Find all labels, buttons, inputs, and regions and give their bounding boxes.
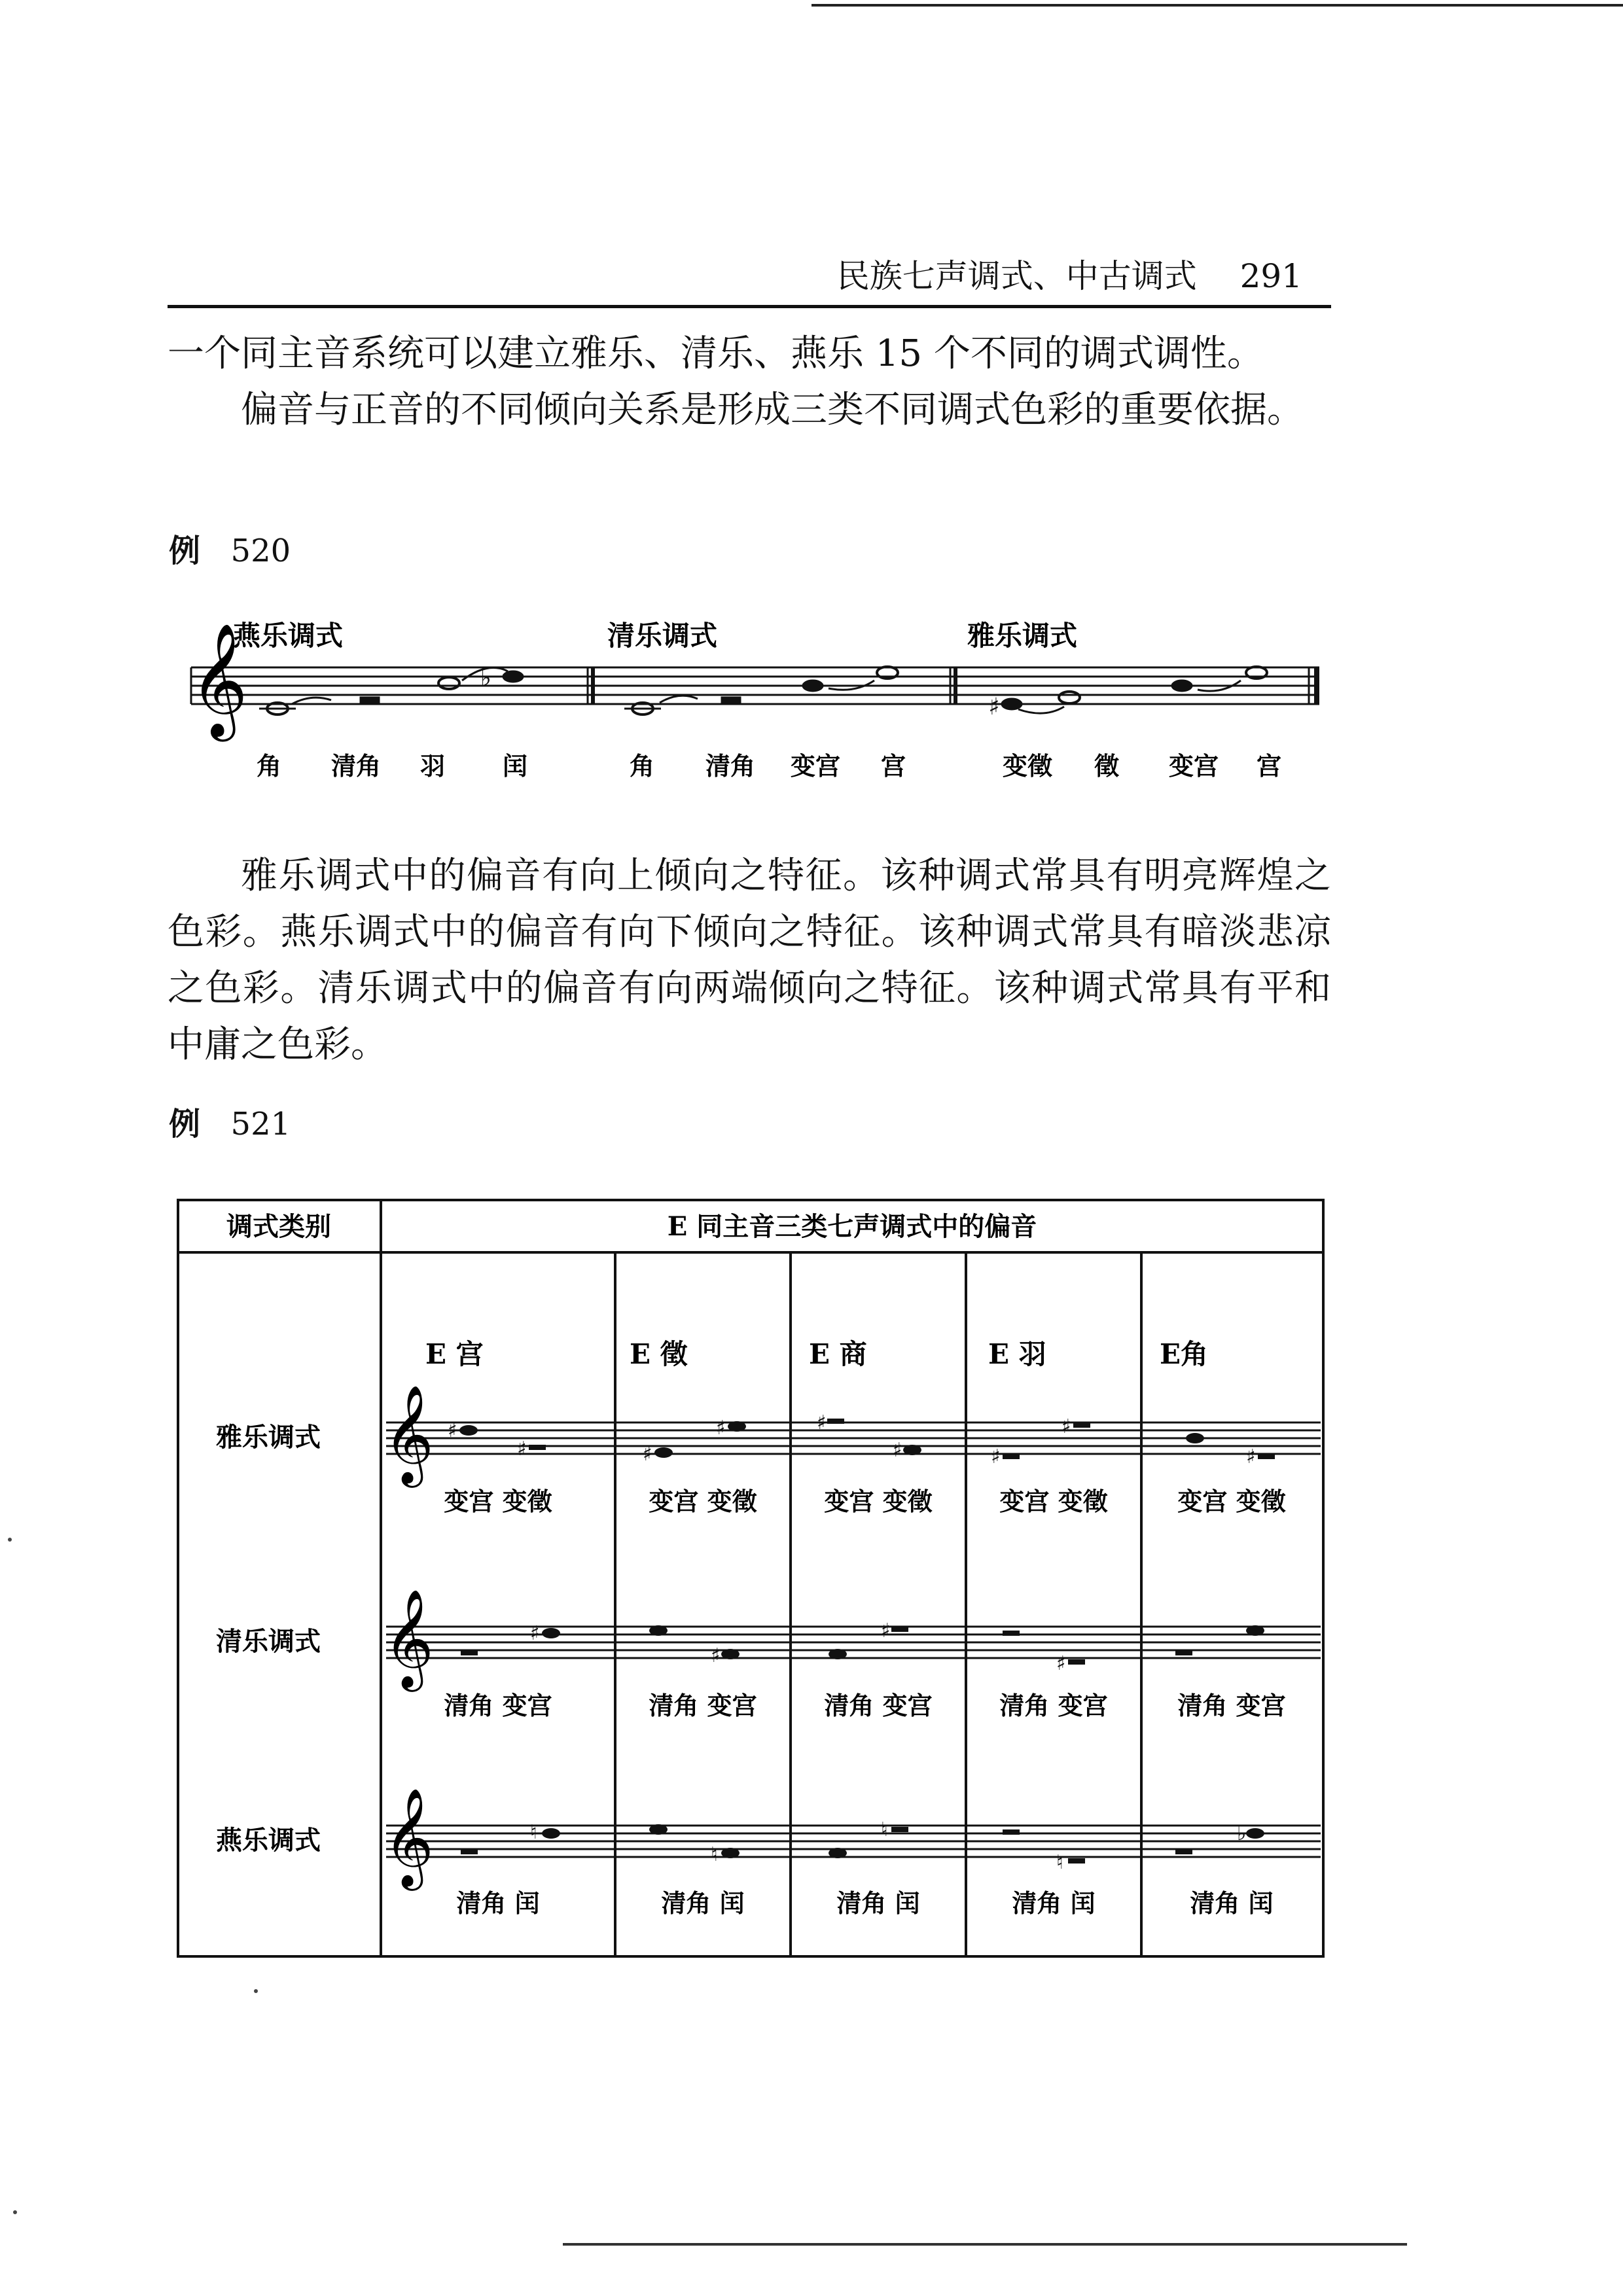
paragraph-1-text: 一个同主音系统可以建立雅乐、清乐、燕乐 15 个不同的调式调性。 [168, 332, 1264, 375]
table-header-title: E 同主音三类七声调式中的偏音 [667, 1211, 1037, 1242]
cell-label: 变宫 变徵 [824, 1487, 933, 1516]
svg-text:♮: ♮ [1056, 1851, 1063, 1874]
column-labels [425, 1338, 1208, 1370]
note-name: 变徵 [1003, 751, 1053, 781]
note-name: 变宫 [1169, 751, 1219, 781]
row-labels [216, 1422, 321, 1856]
note-name: 清角 [331, 751, 382, 781]
example-520-score [168, 615, 1331, 798]
svg-text:♮: ♮ [881, 1818, 888, 1841]
cell-label: 变宫 变徵 [444, 1487, 552, 1516]
svg-text:♯: ♯ [517, 1438, 527, 1460]
cell-label: 清角 闰 [456, 1888, 540, 1918]
svg-text:♯: ♯ [1246, 1445, 1256, 1468]
note-name: 闰 [503, 751, 528, 781]
table-header-category: 调式类别 [226, 1211, 331, 1242]
cell-label: 变宫 变徵 [1177, 1487, 1286, 1516]
table-grid [178, 1200, 1323, 1956]
mode-title-qingle: 清乐调式 [607, 620, 718, 652]
running-header [831, 256, 1302, 296]
scan-speck [8, 1538, 12, 1542]
row-label-qingle: 清乐调式 [216, 1626, 321, 1657]
column-label: E 徵 [630, 1338, 688, 1370]
example-label-char: 例 [169, 1106, 201, 1142]
note-name: 角 [630, 751, 655, 781]
svg-text:♯: ♯ [988, 694, 1000, 720]
notes-qingle [624, 667, 898, 715]
paragraph-2 [168, 382, 1331, 438]
bottom-scan-rule [563, 2243, 1407, 2246]
mode-title-yale: 雅乐调式 [967, 620, 1078, 652]
table-notes-row3 [461, 1818, 1264, 1874]
svg-text:♯: ♯ [448, 1419, 457, 1442]
notes-yanle [259, 665, 524, 715]
note-name: 清角 [705, 751, 756, 781]
example-521-table [177, 1199, 1326, 1959]
row-label-yale: 雅乐调式 [216, 1422, 321, 1453]
column-label: E 羽 [988, 1338, 1046, 1370]
note-names [257, 751, 1281, 781]
cell-label: 清角 闰 [1012, 1888, 1096, 1918]
svg-text:♯: ♯ [716, 1417, 726, 1439]
cell-label: 清角 闰 [836, 1888, 920, 1918]
notes-yale [988, 667, 1267, 720]
cell-label: 清角 变宫 [999, 1691, 1108, 1720]
treble-clef-icon: 𝄞 [383, 1384, 434, 1483]
svg-text:♯: ♯ [817, 1411, 827, 1434]
treble-clef-icon: 𝄞 [383, 1787, 434, 1886]
svg-text:♯: ♯ [991, 1445, 1001, 1468]
paragraph-1 [168, 326, 1331, 382]
note-name: 角 [257, 751, 282, 781]
column-label: E 商 [809, 1338, 867, 1370]
svg-text:♯: ♯ [1061, 1415, 1071, 1438]
svg-text:♯: ♯ [530, 1622, 540, 1645]
note-name: 徵 [1094, 751, 1120, 781]
example-label-number: 521 [230, 1106, 291, 1142]
cell-label: 清角 变宫 [444, 1691, 552, 1720]
example-521-label [169, 1104, 291, 1144]
cell-label: 清角 变宫 [649, 1691, 757, 1720]
scan-speck [13, 2210, 17, 2214]
column-label: E 宫 [425, 1338, 484, 1370]
treble-clef-icon: 𝄞 [190, 623, 248, 737]
cell-label: 清角 变宫 [1177, 1691, 1286, 1720]
column-label: E角 [1160, 1338, 1209, 1370]
treble-clef-icon: 𝄞 [383, 1588, 434, 1687]
mode-title-yanle: 燕乐调式 [233, 620, 344, 652]
svg-text:♯: ♯ [711, 1644, 721, 1667]
paragraph-2-text: 偏音与正音的不同倾向关系是形成三类不同调式色彩的重要依据。 [241, 389, 1304, 431]
example-label-char: 例 [169, 533, 201, 569]
svg-text:♮: ♮ [530, 1821, 537, 1844]
svg-text:♯: ♯ [1056, 1652, 1066, 1675]
top-edge-rule [812, 4, 1623, 7]
cell-label: 清角 闰 [1190, 1888, 1274, 1918]
svg-text:♯: ♯ [881, 1619, 891, 1642]
paragraph-3 [168, 848, 1331, 1073]
example-520-label [169, 531, 291, 571]
table-notes-row1 [448, 1411, 1275, 1468]
scan-speck [254, 1989, 258, 1993]
chapter-title: 民族七声调式、中古调式 [836, 257, 1197, 295]
cell-note-names [444, 1487, 1285, 1918]
svg-text:♮: ♮ [711, 1843, 718, 1866]
svg-text:♯: ♯ [893, 1439, 902, 1462]
table-notes-row2 [461, 1619, 1264, 1675]
cell-label: 清角 闰 [661, 1888, 745, 1918]
note-name: 宫 [881, 751, 906, 781]
table-clefs [383, 1384, 434, 1891]
note-name: 宫 [1257, 751, 1282, 781]
note-name: 变宫 [791, 751, 841, 781]
svg-text:♯: ♯ [643, 1443, 652, 1466]
example-label-number: 520 [230, 533, 291, 569]
svg-text:♭: ♭ [1237, 1822, 1247, 1845]
row-label-yanle: 燕乐调式 [216, 1825, 321, 1856]
paragraph-3-text: 雅乐调式中的偏音有向上倾向之特征。该种调式常具有明亮辉煌之色彩。燕乐调式中的偏音有向下倾向之特征。该种调式常具有暗淡悲凉之色彩。清乐调式中的偏音有向两端倾向之特征。该种调式常具有平和中庸之色彩。 [168, 855, 1331, 1066]
svg-text:♭: ♭ [480, 665, 491, 692]
header-rule [168, 305, 1331, 308]
cell-label: 变宫 变徵 [649, 1487, 757, 1516]
cell-label: 变宫 变徵 [999, 1487, 1108, 1516]
cell-label: 清角 变宫 [824, 1691, 933, 1720]
page-number: 291 [1240, 257, 1302, 295]
note-name: 羽 [420, 751, 446, 781]
